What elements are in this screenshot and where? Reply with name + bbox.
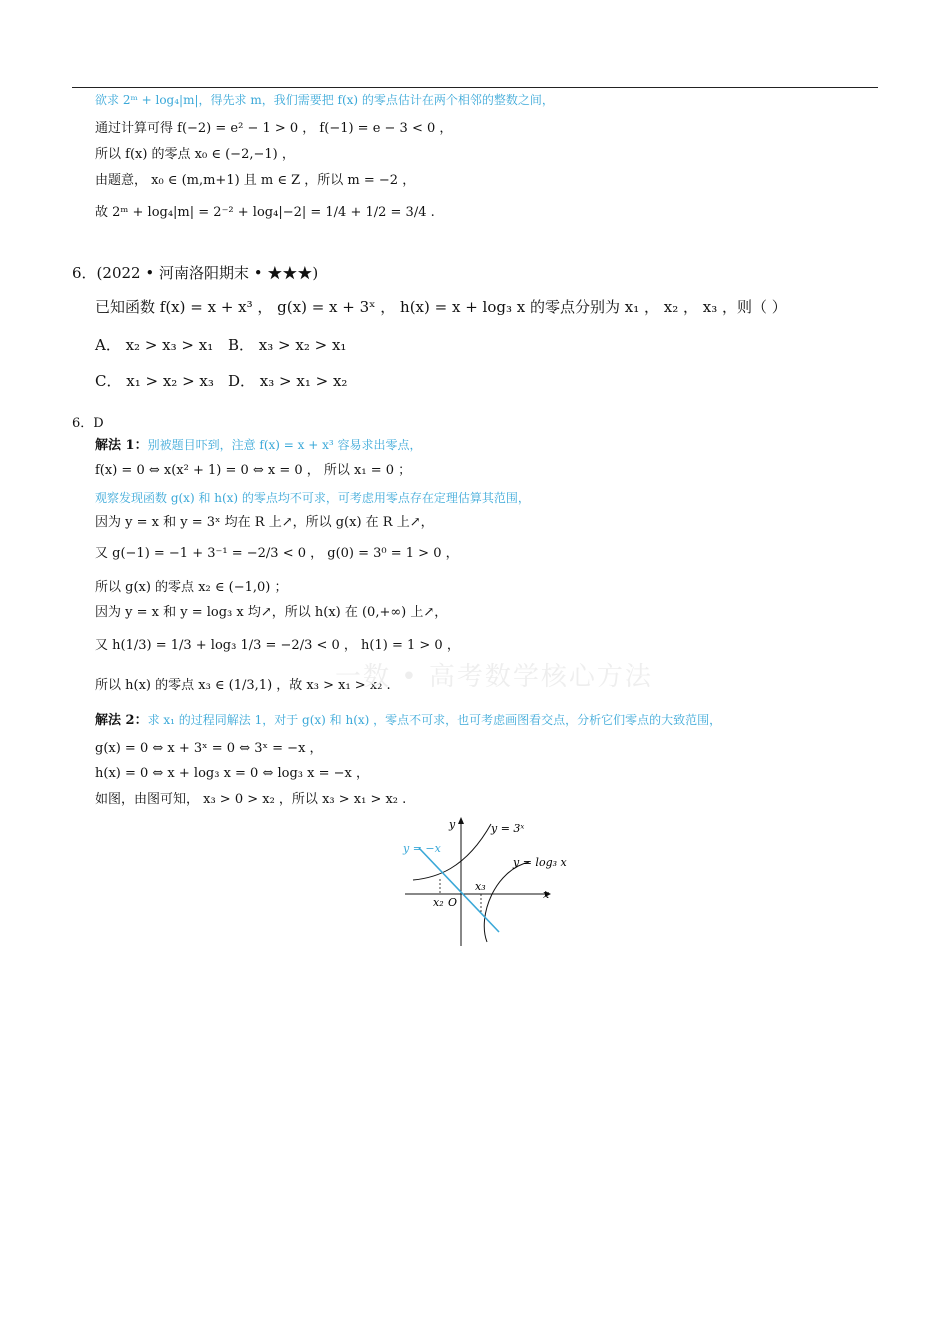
function-graph [395,812,585,950]
question-header: 6．(2022 • 河南洛阳期末 • ★★★) [72,264,319,282]
x2-label: x₂ [433,896,444,909]
method2-row [95,711,721,730]
method1-line-2: 因为 y = x 和 y = 3ˣ 均在 R 上↗，所以 g(x) 在 R 上↗， [95,515,434,530]
exp-label: y = 3ˣ [491,822,525,835]
header-rule [72,87,878,88]
method1-line-6: 又 h(1/3) = 1/3 + log₃ 1/3 = −2/3 < 0 ， h(1) = 1 > 0 ， [95,638,460,653]
origin-label: O [448,896,458,909]
log-curve [484,862,529,942]
method2-hint: 求 x₁ 的过程同解法 1，对于 g(x) 和 h(x) ，零点不可求，也可考虑画图看交点，分析它们零点的大致范围， [147,713,722,727]
y-axis-arrow [458,817,464,824]
watermark: 一数 • 高考数学核心方法 [335,662,653,692]
prev-line-4: 故 2ᵐ + log₄|m| = 2⁻² + log₄|−2| = 1/4 + 1/2 = 3/4 . [95,205,435,220]
prev-line-1: 通过计算可得 f(−2) = e² − 1 > 0 ， f(−1) = e − 3 < 0 ， [95,121,453,136]
method2-line-1: g(x) = 0 ⇔ x + 3ˣ = 0 ⇔ 3ˣ = −x ， [95,741,323,756]
method2-line-3: 如图，由图可知， x₃ > 0 > x₂ ，所以 x₃ > x₁ > x₂ . [95,792,407,807]
method1-hint-2: 观察发现函数 g(x) 和 h(x) 的零点均不可求，可考虑用零点存在定理估算其范围， [95,491,530,505]
option-c: C． x₁ > x₂ > x₃ [95,372,214,390]
method1-line-5: 因为 y = x 和 y = log₃ x 均↗，所以 h(x) 在 (0,+∞) 上↗， [95,605,448,620]
method2-line-2: h(x) = 0 ⇔ x + log₃ x = 0 ⇔ log₃ x = −x ， [95,766,369,781]
method1-row [95,436,422,455]
method2-label: 解法 2： [95,713,148,728]
option-b: B． x₃ > x₂ > x₁ [228,336,347,354]
method1-line-1: f(x) = 0 ⇔ x(x² + 1) = 0 ⇔ x = 0 ， 所以 x₁ = 0 ； [95,463,412,478]
prev-hint: 欲求 2ᵐ + log₄|m|，得先求 m，我们需要把 f(x) 的零点估计在两个相邻的整数之间， [95,93,554,107]
method1-hint: 别被题目吓到，注意 f(x) = x + x³ 容易求出零点， [147,438,422,452]
method1-label: 解法 1： [95,438,148,453]
question-stem: 已知函数 f(x) = x + x³ ， g(x) = x + 3ˣ ， h(x) = x + log₃ x 的零点分别为 x₁ ， x₂ ， x₃ ，则（ ） [95,298,787,316]
y-axis-label: y [449,818,456,831]
log-label: y = log₃ x [513,856,567,869]
line-neg-x [419,848,499,932]
method1-line-7: 所以 h(x) 的零点 x₃ ∈ (1/3,1) ，故 x₃ > x₁ > x₂ . [95,678,391,693]
option-d: D． x₃ > x₁ > x₂ [228,372,348,390]
x-axis-label: x [543,888,550,901]
prev-line-3: 由题意， x₀ ∈ (m,m+1) 且 m ∈ Z ，所以 m = −2 ， [95,173,416,188]
method1-line-3: 又 g(−1) = −1 + 3⁻¹ = −2/3 < 0 ， g(0) = 3⁰ = 1 > 0 ， [95,546,459,561]
line-label: y = −x [403,842,441,855]
x3-label: x₃ [475,880,486,893]
answer-label: 6．D [72,416,104,431]
prev-line-2: 所以 f(x) 的零点 x₀ ∈ (−2,−1) ， [95,147,295,162]
method1-line-4: 所以 g(x) 的零点 x₂ ∈ (−1,0) ； [95,580,288,595]
option-a: A． x₂ > x₃ > x₁ [95,336,214,354]
